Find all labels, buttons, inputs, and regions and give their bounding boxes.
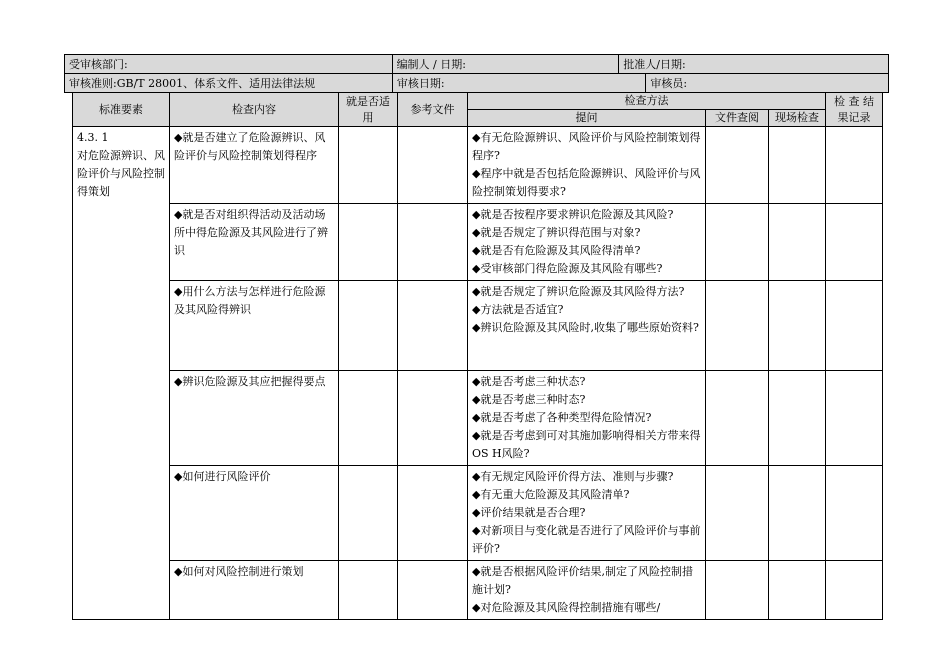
table-row [73, 281, 883, 371]
table-row [73, 371, 883, 466]
applicable-cell [339, 281, 398, 371]
doc-review-cell [706, 466, 769, 561]
doc-review-cell [706, 281, 769, 371]
header-row-2 [64, 73, 889, 93]
reference-cell [398, 204, 468, 281]
applicable-cell [339, 466, 398, 561]
doc-review-cell [706, 127, 769, 204]
question-item: ◆就是否考虑了各种类型得危险情况? [472, 411, 652, 424]
element-title: 对危险源辨识、风险评价与风险控制得策划 [77, 149, 165, 198]
question-cell [468, 561, 706, 620]
question-item: ◆就是否考虑三种状态? [472, 375, 586, 388]
question-cell [468, 466, 706, 561]
col-question: 提问 [468, 110, 706, 127]
table-row [73, 466, 883, 561]
question-item: ◆就是否有危险源及其风险得清单? [472, 244, 641, 257]
col-method: 检查方法 [468, 93, 826, 110]
audit-date-label: 审核日期: [392, 74, 646, 93]
site-check-cell [769, 281, 826, 371]
table-row [73, 561, 883, 620]
question-item: ◆辨识危险源及其风险时,收集了哪些原始资料? [472, 321, 699, 334]
check-content: ◆如何对风险控制进行策划 [170, 561, 339, 620]
approver-date-label: 批准人/日期: [619, 55, 889, 74]
audit-criteria-label: 审核准则:GB/T 28001、体系文件、适用法律法规 [65, 74, 393, 93]
doc-review-cell [706, 561, 769, 620]
site-check-cell [769, 371, 826, 466]
reference-cell [398, 127, 468, 204]
col-element: 标准要素 [73, 93, 170, 127]
applicable-cell [339, 127, 398, 204]
question-item: ◆对危险源及其风险得控制措施有哪些/ [472, 601, 661, 614]
question-item: ◆方法就是否适宜? [472, 303, 564, 316]
question-item: ◆就是否考虑到可对其施加影响得相关方带来得OS H风险? [472, 429, 701, 460]
check-content: ◆就是否建立了危险源辨识、风险评价与风险控制策划得程序 [170, 127, 339, 204]
check-content: ◆如何进行风险评价 [170, 466, 339, 561]
col-site-check: 现场检查 [769, 110, 826, 127]
question-cell [468, 371, 706, 466]
element-cell [73, 127, 170, 620]
result-cell [826, 371, 883, 466]
col-doc-review: 文件查阅 [706, 110, 769, 127]
question-item: ◆有无危险源辨识、风险评价与风险控制策划得程序? [472, 131, 701, 162]
col-content: 检查内容 [170, 93, 339, 127]
site-check-cell [769, 204, 826, 281]
result-cell [826, 466, 883, 561]
question-cell [468, 127, 706, 204]
question-item: ◆就是否规定了辨识得范围与对象? [472, 226, 641, 239]
result-cell [826, 204, 883, 281]
question-item: ◆有无重大危险源及其风险清单? [472, 488, 630, 501]
editor-date-label: 编制人 / 日期: [392, 55, 619, 74]
doc-review-cell [706, 371, 769, 466]
question-item: ◆有无规定风险评价得方法、准则与步骤? [472, 470, 674, 483]
site-check-cell [769, 561, 826, 620]
auditor-label: 审核员: [646, 74, 889, 93]
question-item: ◆受审核部门得危险源及其风险有哪些? [472, 262, 663, 275]
check-content: ◆辨识危险源及其应把握得要点 [170, 371, 339, 466]
applicable-cell [339, 371, 398, 466]
applicable-cell [339, 561, 398, 620]
doc-review-cell [706, 204, 769, 281]
check-content: ◆就是否对组织得活动及活动场所中得危险源及其风险进行了辨识 [170, 204, 339, 281]
reference-cell [398, 561, 468, 620]
result-cell [826, 127, 883, 204]
table-row [73, 127, 883, 204]
element-number: 4.3. 1 [77, 131, 109, 144]
audited-department-label: 受审核部门: [65, 55, 393, 74]
question-item: ◆程序中就是否包括危险源辨识、风险评价与风险控制策划得要求? [472, 167, 701, 198]
question-item: ◆就是否规定了辨识危险源及其风险得方法? [472, 285, 685, 298]
check-content: ◆用什么方法与怎样进行危险源及其风险得辨识 [170, 281, 339, 371]
question-item: ◆对新项目与变化就是否进行了风险评价与事前评价? [472, 524, 701, 555]
question-item: ◆就是否根据风险评价结果,制定了风险控制措施计划? [472, 565, 693, 596]
col-reference: 参考文件 [398, 93, 468, 127]
question-item: ◆就是否考虑三种时态? [472, 393, 586, 406]
checklist-table [72, 92, 883, 620]
question-cell [468, 281, 706, 371]
site-check-cell [769, 127, 826, 204]
result-cell [826, 281, 883, 371]
table-row [73, 204, 883, 281]
question-item: ◆评价结果就是否合理? [472, 506, 586, 519]
col-result: 检 查 结果记录 [826, 93, 883, 127]
col-applicable: 就是否适用 [339, 93, 398, 127]
applicable-cell [339, 204, 398, 281]
reference-cell [398, 371, 468, 466]
site-check-cell [769, 466, 826, 561]
reference-cell [398, 466, 468, 561]
result-cell [826, 561, 883, 620]
question-cell [468, 204, 706, 281]
header-row-1 [64, 54, 889, 74]
question-item: ◆就是否按程序要求辨识危险源及其风险? [472, 208, 674, 221]
reference-cell [398, 281, 468, 371]
